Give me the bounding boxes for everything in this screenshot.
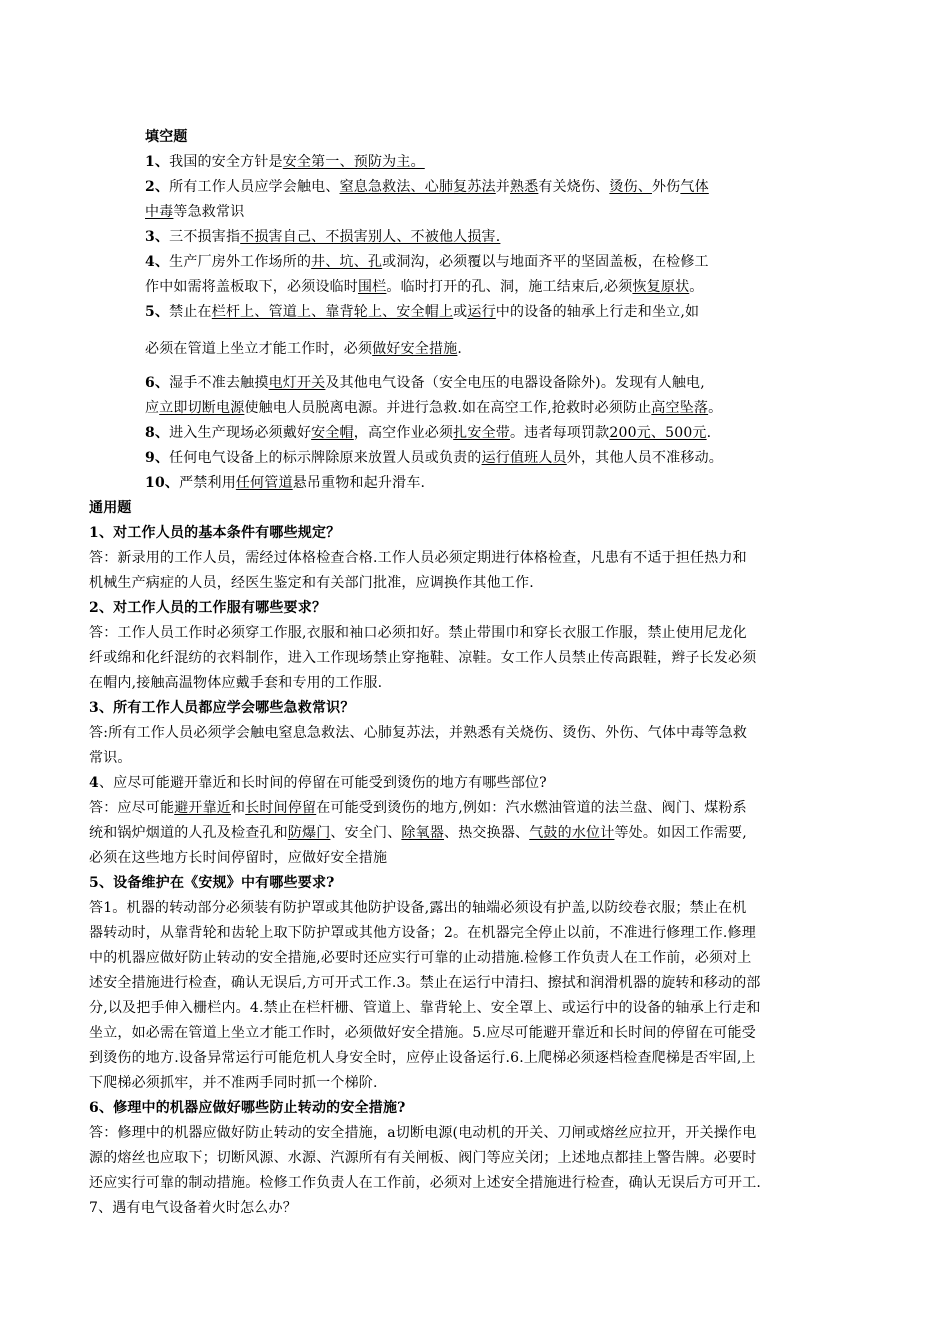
general-q2: 2、对工作人员的工作服有哪些要求？ [89, 600, 327, 616]
fill-q2-line1: 2、所有工作人员应学会触电、窒息急救法、心肺复苏法并熟悉有关烧伤、烫伤、外伤气体 [145, 179, 709, 195]
general-a4-line3: 必须在这些地方长时间停留时，应做好安全措施 [89, 850, 388, 866]
general-a1-line2: 机械生产病症的人员，经医生鉴定和有关部门批准，应调换作其他工作. [89, 575, 534, 591]
fill-q10: 10、严禁利用任何管道悬吊重物和起升滑车. [145, 475, 426, 491]
general-a3-line2: 常识。 [89, 750, 132, 766]
fill-q4-line2: 作中如需将盖板取下，必须设临时围栏。临时打开的孔、洞，施工结束后,必须恢复原状。 [145, 279, 704, 295]
general-a4-line2: 统和锅炉烟道的人孔及检查孔和防爆门、安全门、除氧器、热交换器、气鼓的水位计等处。如因工作需要, [89, 825, 747, 841]
general-q3: 3、所有工作人员都应学会哪些急救常识？ [89, 700, 355, 716]
general-a5-line1: 答1。机器的转动部分必须装有防护罩或其他防护设备,露出的轴端必须设有护盖,以防绞卷衣服；禁止在机 [89, 900, 747, 916]
general-a2-line1: 答：工作人员工作时必须穿工作服,衣服和袖口必须扣好。禁止带围巾和穿长衣服工作服，禁止使用尼龙化 [89, 625, 747, 641]
general-a1-line1: 答：新录用的工作人员，需经过体格检查合格.工作人员必须定期进行体格检查，凡患有不适于担任热力和 [89, 550, 747, 566]
fill-q5-line1: 5、禁止在栏杆上、管道上、靠背轮上、安全帽上或运行中的设备的轴承上行走和坐立,如 [145, 304, 700, 320]
general-a6-line1: 答：修理中的机器应做好防止转动的安全措施，a切断电源(电动机的开关、刀闸或熔丝应拉开，开关操作电 [89, 1125, 757, 1141]
fill-q6-line2: 应立即切断电源使触电人员脱离电源。并进行急救.如在高空工作,抢救时必须防止高空坠落。 [145, 400, 723, 416]
fill-q9: 9、任何电气设备上的标示牌除原来放置人员或负责的运行值班人员外，其他人员不准移动。 [145, 450, 723, 466]
general-a5-line3: 中的机器应做好防止转动的安全措施,必要时还应实行可靠的止动措施.检修工作负责人在工作前，必须对上 [89, 950, 752, 966]
general-a6-line2: 源的熔丝也应取下；切断风源、水源、汽源所有有关闸板、阀门等应关闭；上述地点都挂上警告牌。必要时 [89, 1150, 757, 1166]
general-a5-line2: 器转动时，从靠背轮和齿轮上取下防护罩或其他方设备；2。在机器完全停止以前，不准进行修理工作.修理 [89, 925, 756, 941]
fill-q6-line1: 6、湿手不准去触摸电灯开关及其他电气设备（安全电压的电器设备除外)。发现有人触电, [145, 375, 705, 391]
general-a4-line1: 答：应尽可能避开靠近和长时间停留在可能受到烫伤的地方,例如：汽水燃油管道的法兰盘、阀门、煤粉系 [89, 800, 747, 816]
fill-q4-line1: 4、生产厂房外工作场所的井、坑、孔或洞沟，必须覆以与地面齐平的坚固盖板，在检修工 [145, 254, 709, 270]
general-q4: 4、应尽可能避开靠近和长时间的停留在可能受到烫伤的地方有哪些部位? [89, 775, 547, 791]
general-a5-line6: 坐立，如必需在管道上坐立才能工作时，必须做好安全措施。5.应尽可能避开靠近和长时间的停留在可能受 [89, 1025, 756, 1041]
fill-q2-line2: 中毒等急救常识 [145, 204, 245, 220]
general-a2-line2: 纤或绵和化纤混纺的衣料制作，进入工作现场禁止穿拖鞋、凉鞋。女工作人员禁止传高跟鞋，辫子长发必须 [89, 650, 757, 666]
general-q5: 5、设备维护在《安规》中有哪些要求? [89, 875, 335, 891]
general-a6-line3: 还应实行可靠的制动措施。检修工作负责人在工作前，必须对上述安全措施进行检查，确认无误后方可开工. [89, 1175, 762, 1191]
general-q7: 7、遇有电气设备着火时怎么办？ [89, 1200, 297, 1216]
fill-q8: 8、进入生产现场必须戴好安全帽，高空作业必须扎安全带。违者每项罚款200元、500元. [145, 425, 712, 441]
fill-section-title: 填空题 [145, 129, 188, 145]
general-a5-line7: 到烫伤的地方.设备异常运行可能危机人身安全时，应停止设备运行.6.上爬梯必须逐档检查爬梯是否牢固,上 [89, 1050, 756, 1066]
general-section-title: 通用题 [89, 500, 132, 516]
general-q6: 6、修理中的机器应做好哪些防止转动的安全措施? [89, 1100, 406, 1116]
fill-q1: 1、我国的安全方针是安全第一、预防为主。 [145, 154, 425, 170]
general-q1: 1、对工作人员的基本条件有哪些规定？ [89, 525, 341, 541]
general-a5-line8: 下爬梯必须抓牢，并不准两手同时抓一个梯阶. [89, 1075, 378, 1091]
general-a3-line1: 答:所有工作人员必须学会触电窒息急救法、心肺复苏法，并熟悉有关烧伤、烫伤、外伤、气体中毒等急救 [89, 725, 748, 741]
fill-q3: 3、三不损害指不损害自己、不损害别人、不被他人损害. [145, 229, 501, 245]
general-a5-line4: 述安全措施进行检查，确认无误后,方可开式工作.3。禁止在运行中清扫、擦拭和润滑机器的旋转和移动的部 [89, 975, 761, 991]
general-a2-line3: 在帽内,接触高温物体应戴手套和专用的工作服. [89, 675, 383, 691]
general-a5-line5: 分,以及把手伸入栅栏内。4.禁止在栏杆栅、管道上、靠背轮上、安全罩上、或运行中的设备的轴承上行走和 [89, 1000, 761, 1016]
fill-q5-line2: 必须在管道上坐立才能工作时，必须做好安全措施. [145, 341, 463, 357]
